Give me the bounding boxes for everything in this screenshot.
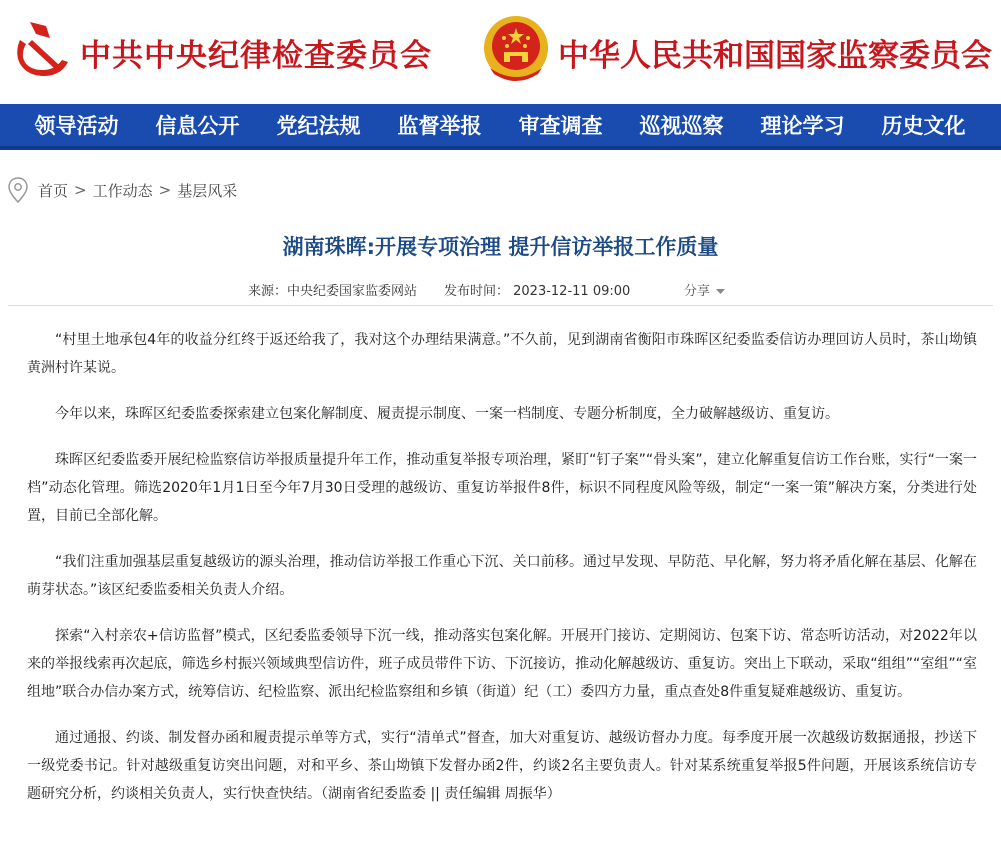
article-paragraph: 今年以来，珠晖区纪委监委探索建立包案化解制度、履责提示制度、一案一档制度、专题分析制度，全力破解越级访、重复访。	[55, 406, 839, 422]
breadcrumb	[8, 176, 237, 204]
nav-item-inspection[interactable]: 巡视巡察	[639, 113, 724, 138]
article-paragraph: “村里土地承包4年的收益分红终于返还给我了，我对这个办理结果满意。”不久前，见到湖南省衡阳市珠晖区纪委监委信访办理回访人员时，茶山坳镇黄洲村许某说。	[27, 332, 977, 376]
article-paragraph: 珠晖区纪委监委开展纪检监察信访举报质量提升年工作，推动重复举报专项治理，紧盯“钉子案”“骨头案”，建立化解重复信访工作台账，实行“一案一档”动态化管理。筛选2020年1月1日至今年7月30日受理的越级访、重复访举报件8件，标识不同程度风险等级，制定“一案一策”解决方案，分类进行处置，目前已全部化解。	[27, 452, 977, 524]
breadcrumb-work-news[interactable]: 工作动态	[92, 181, 153, 200]
article-body	[27, 326, 977, 826]
nav-item-history[interactable]: 历史文化	[881, 113, 966, 138]
breadcrumb-separator: >	[74, 181, 87, 199]
article-paragraph: 通过通报、约谈、制发督办函和履责提示单等方式，实行“清单式”督查，加大对重复访、越级访督办力度。每季度开展一次越级访数据通报，抄送下一级党委书记。针对越级重复访突出问题，对和平乡、茶山坳镇下发督办函2件，约谈2名主要负责人。针对某系统重复举报5件问题，开展该系统信访专题研究分析，约谈相关负责人，实行快查快结。（湖南省纪委监委 || 责任编辑 周振华）	[27, 730, 977, 802]
main-nav	[0, 104, 1001, 150]
breadcrumb-separator: >	[158, 181, 172, 199]
article-time: 发布时间： 2023-12-11 09:00	[444, 284, 631, 299]
party-emblem-icon[interactable]	[6, 16, 72, 82]
nav-item-report[interactable]: 监督举报	[397, 113, 482, 138]
share-label: 分享	[684, 284, 711, 299]
share-button[interactable]	[684, 280, 725, 299]
divider	[8, 305, 993, 306]
location-pin-icon	[8, 177, 28, 203]
left-org-name[interactable]: 中共中央纪律检查委员会	[80, 38, 432, 74]
site-header	[0, 0, 1001, 104]
breadcrumb-home[interactable]: 首页	[38, 181, 69, 200]
nav-item-theory[interactable]: 理论学习	[760, 113, 845, 138]
caret-down-icon	[716, 289, 725, 295]
article-title: 湖南珠晖:开展专项治理 提升信访举报工作质量	[282, 235, 719, 259]
nav-item-leadership[interactable]: 领导活动	[34, 113, 119, 138]
national-emblem-icon[interactable]	[482, 14, 550, 84]
article-paragraph: “我们注重加强基层重复越级访的源头治理，推动信访举报工作重心下沉、关口前移。通过早发现、早防范、早化解，努力将矛盾化解在基层、化解在萌芽状态。”该区纪委监委相关负责人介绍。	[27, 554, 977, 598]
nav-item-regulations[interactable]: 党纪法规	[276, 113, 361, 138]
nav-item-info-disclosure[interactable]: 信息公开	[155, 113, 240, 138]
article-paragraph: 探索“入村亲农+信访监督”模式，区纪委监委领导下沉一线，推动落实包案化解。开展开门接访、定期阅访、包案下访、常态听访活动，对2022年以来的举报线索再次起底，筛选乡村振兴领域典型信访件，班子成员带件下访、下沉接访，推动化解越级访、重复访。突出上下联动，采取“组组”“室组”“室组地”联合办信办案方式，统筹信访、纪检监察、派出纪检监察组和乡镇（街道）纪（工）委四方力量，重点查处8件重复疑难越级访、重复访。	[27, 628, 977, 700]
breadcrumb-grassroots[interactable]: 基层风采	[177, 181, 238, 200]
nav-item-investigation[interactable]: 审查调查	[518, 113, 603, 138]
article-source: 来源：中央纪委国家监委网站	[248, 284, 418, 299]
right-org-name[interactable]: 中华人民共和国国家监察委员会	[558, 38, 992, 74]
